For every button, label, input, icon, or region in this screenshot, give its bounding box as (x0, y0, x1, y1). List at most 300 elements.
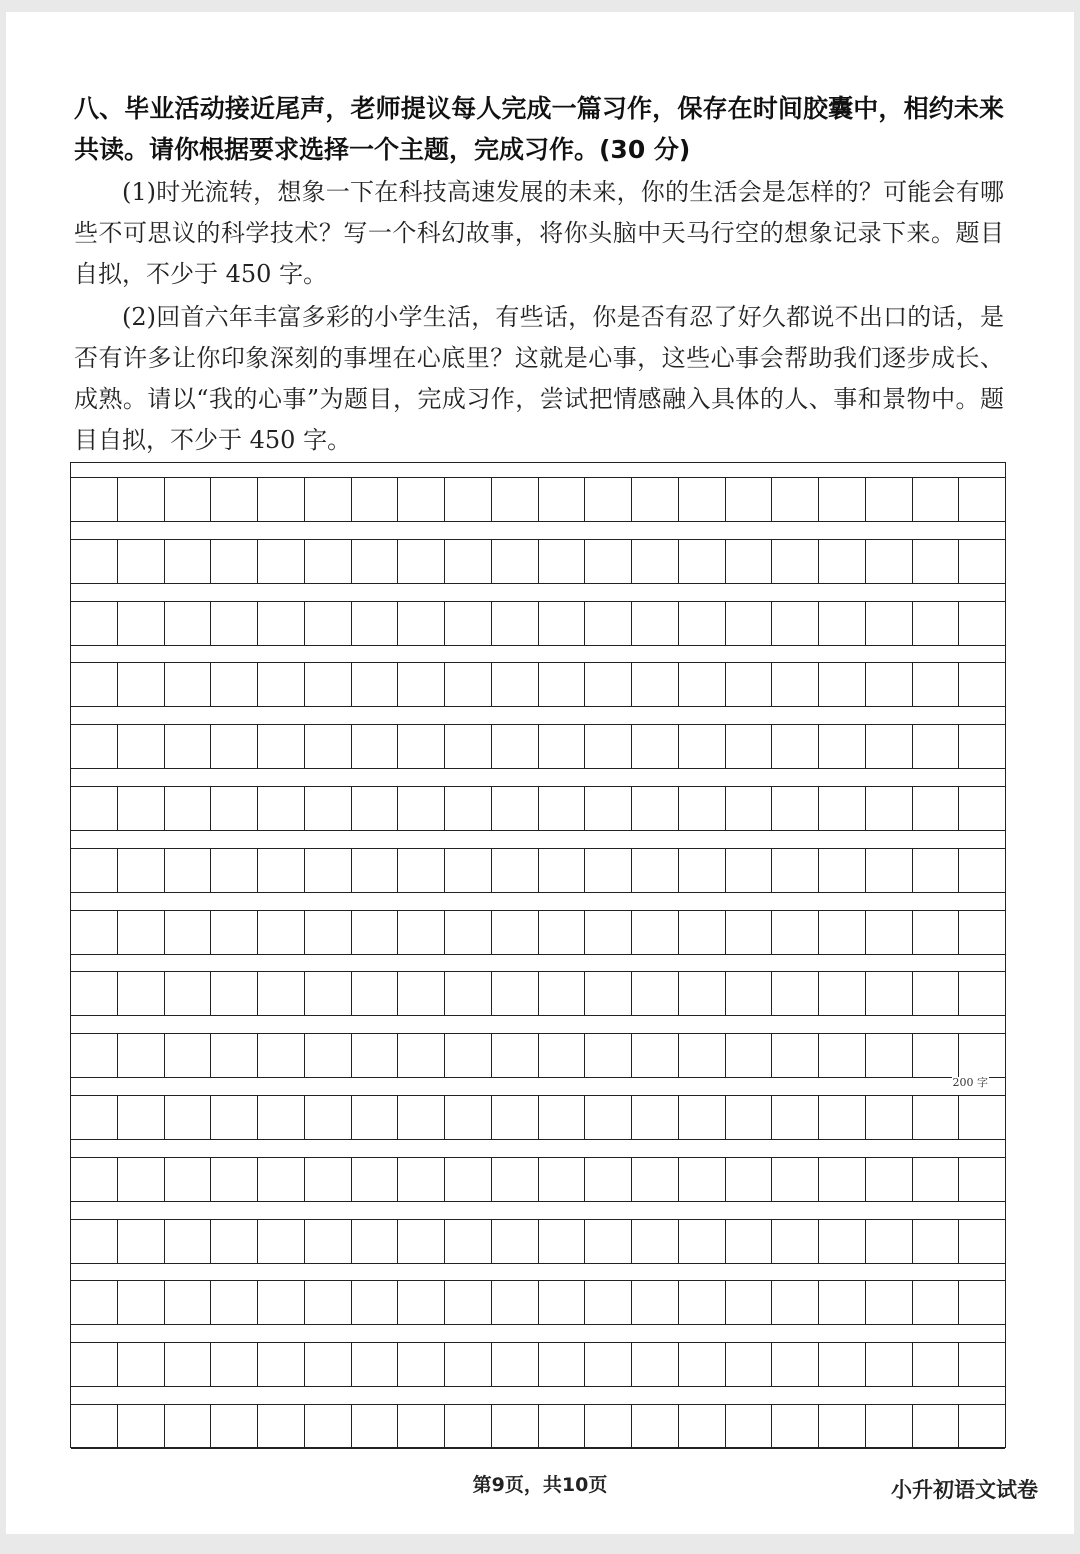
grid-cell[interactable] (71, 540, 118, 583)
grid-cell[interactable] (539, 1158, 586, 1201)
grid-cell[interactable] (632, 1405, 679, 1448)
grid-cell[interactable] (352, 725, 399, 768)
grid-cell[interactable] (492, 478, 539, 521)
grid-cell[interactable] (632, 972, 679, 1015)
grid-cell[interactable] (866, 911, 913, 954)
grid-cell[interactable] (352, 911, 399, 954)
grid-cell[interactable] (211, 1220, 258, 1263)
grid-cell[interactable] (492, 663, 539, 706)
grid-cell[interactable] (772, 725, 819, 768)
grid-cell[interactable] (118, 972, 165, 1015)
grid-cell[interactable] (118, 911, 165, 954)
grid-cell[interactable] (211, 911, 258, 954)
grid-cell[interactable] (866, 725, 913, 768)
grid-cell[interactable] (492, 725, 539, 768)
grid-cell[interactable] (866, 1405, 913, 1448)
grid-cell[interactable] (539, 540, 586, 583)
grid-cell[interactable] (539, 1220, 586, 1263)
grid-cell[interactable] (585, 540, 632, 583)
grid-cell[interactable] (959, 972, 1005, 1015)
grid-cell[interactable] (866, 663, 913, 706)
grid-cell[interactable] (305, 1096, 352, 1139)
grid-cell[interactable] (211, 540, 258, 583)
grid-cell[interactable] (165, 972, 212, 1015)
grid-cell[interactable] (165, 1281, 212, 1324)
grid-cell[interactable] (819, 1281, 866, 1324)
grid-cell[interactable] (726, 911, 773, 954)
grid-cell[interactable] (258, 602, 305, 645)
grid-cell[interactable] (165, 849, 212, 892)
grid-cell[interactable] (726, 602, 773, 645)
grid-cell[interactable] (165, 478, 212, 521)
grid-cell[interactable] (726, 1220, 773, 1263)
grid-cell[interactable] (165, 540, 212, 583)
grid-cell[interactable] (492, 1034, 539, 1077)
grid-cell[interactable] (118, 849, 165, 892)
grid-cell[interactable] (211, 663, 258, 706)
grid-cell[interactable] (866, 972, 913, 1015)
grid-cell[interactable] (726, 478, 773, 521)
grid-cell[interactable] (959, 1220, 1005, 1263)
grid-cell[interactable] (71, 1220, 118, 1263)
grid-cell[interactable] (352, 1096, 399, 1139)
grid-cell[interactable] (819, 540, 866, 583)
grid-cell[interactable] (726, 1343, 773, 1386)
grid-cell[interactable] (352, 1158, 399, 1201)
grid-cell[interactable] (913, 478, 960, 521)
grid-cell[interactable] (772, 1096, 819, 1139)
grid-cell[interactable] (866, 1220, 913, 1263)
grid-cell[interactable] (398, 1220, 445, 1263)
grid-cell[interactable] (352, 1405, 399, 1448)
grid-cell[interactable] (866, 849, 913, 892)
grid-cell[interactable] (445, 1405, 492, 1448)
grid-cell[interactable] (632, 725, 679, 768)
grid-cell[interactable] (772, 1405, 819, 1448)
grid-cell[interactable] (819, 663, 866, 706)
grid-cell[interactable] (772, 1220, 819, 1263)
grid-cell[interactable] (913, 663, 960, 706)
grid-cell[interactable] (398, 1096, 445, 1139)
grid-cell[interactable] (258, 1220, 305, 1263)
grid-cell[interactable] (913, 540, 960, 583)
grid-cell[interactable] (211, 787, 258, 830)
grid-cell[interactable] (492, 1220, 539, 1263)
grid-cell[interactable] (679, 1158, 726, 1201)
grid-cell[interactable] (305, 1220, 352, 1263)
grid-cell[interactable] (352, 787, 399, 830)
grid-cell[interactable] (118, 478, 165, 521)
grid-cell[interactable] (772, 478, 819, 521)
grid-cell[interactable] (118, 1158, 165, 1201)
grid-cell[interactable] (819, 911, 866, 954)
grid-cell[interactable] (71, 1158, 118, 1201)
grid-cell[interactable] (258, 849, 305, 892)
grid-cell[interactable] (71, 1343, 118, 1386)
grid-cell[interactable] (585, 1034, 632, 1077)
grid-cell[interactable] (959, 911, 1005, 954)
grid-cell[interactable] (398, 972, 445, 1015)
grid-cell[interactable] (398, 911, 445, 954)
grid-cell[interactable] (539, 663, 586, 706)
grid-cell[interactable] (585, 972, 632, 1015)
grid-cell[interactable] (305, 1158, 352, 1201)
grid-cell[interactable] (445, 1343, 492, 1386)
grid-cell[interactable] (632, 1220, 679, 1263)
grid-cell[interactable] (445, 1281, 492, 1324)
grid-cell[interactable] (118, 1034, 165, 1077)
grid-cell[interactable] (398, 1405, 445, 1448)
grid-cell[interactable] (585, 1158, 632, 1201)
grid-cell[interactable] (679, 1096, 726, 1139)
grid-cell[interactable] (165, 725, 212, 768)
grid-cell[interactable] (632, 1281, 679, 1324)
grid-cell[interactable] (585, 849, 632, 892)
grid-cell[interactable] (866, 787, 913, 830)
grid-cell[interactable] (866, 540, 913, 583)
grid-cell[interactable] (492, 1343, 539, 1386)
grid-cell[interactable] (959, 540, 1005, 583)
grid-cell[interactable] (679, 849, 726, 892)
grid-cell[interactable] (118, 1281, 165, 1324)
grid-cell[interactable] (398, 602, 445, 645)
grid-cell[interactable] (258, 1281, 305, 1324)
grid-cell[interactable] (305, 1405, 352, 1448)
grid-cell[interactable] (819, 1034, 866, 1077)
grid-cell[interactable] (913, 787, 960, 830)
grid-cell[interactable] (539, 911, 586, 954)
grid-cell[interactable] (772, 787, 819, 830)
grid-cell[interactable] (165, 1158, 212, 1201)
grid-cell[interactable] (819, 1343, 866, 1386)
grid-cell[interactable] (165, 1343, 212, 1386)
grid-cell[interactable] (866, 1343, 913, 1386)
grid-cell[interactable] (866, 1034, 913, 1077)
grid-cell[interactable] (772, 849, 819, 892)
grid-cell[interactable] (539, 1096, 586, 1139)
grid-cell[interactable] (585, 663, 632, 706)
grid-cell[interactable] (492, 1096, 539, 1139)
grid-cell[interactable] (913, 1220, 960, 1263)
grid-cell[interactable] (118, 540, 165, 583)
grid-cell[interactable] (772, 911, 819, 954)
grid-cell[interactable] (772, 1034, 819, 1077)
grid-cell[interactable] (585, 602, 632, 645)
grid-cell[interactable] (959, 1034, 1005, 1077)
grid-cell[interactable] (585, 1096, 632, 1139)
grid-cell[interactable] (211, 1096, 258, 1139)
grid-cell[interactable] (772, 663, 819, 706)
grid-cell[interactable] (585, 1405, 632, 1448)
grid-cell[interactable] (679, 1343, 726, 1386)
grid-cell[interactable] (679, 663, 726, 706)
grid-cell[interactable] (445, 849, 492, 892)
grid-cell[interactable] (398, 478, 445, 521)
grid-cell[interactable] (211, 1158, 258, 1201)
grid-cell[interactable] (959, 602, 1005, 645)
grid-cell[interactable] (258, 1343, 305, 1386)
grid-cell[interactable] (352, 663, 399, 706)
grid-cell[interactable] (632, 478, 679, 521)
grid-cell[interactable] (445, 972, 492, 1015)
grid-cell[interactable] (679, 725, 726, 768)
grid-cell[interactable] (71, 849, 118, 892)
grid-cell[interactable] (258, 725, 305, 768)
grid-cell[interactable] (445, 602, 492, 645)
grid-cell[interactable] (71, 478, 118, 521)
grid-cell[interactable] (165, 911, 212, 954)
grid-cell[interactable] (165, 1034, 212, 1077)
grid-cell[interactable] (118, 1405, 165, 1448)
grid-cell[interactable] (352, 972, 399, 1015)
grid-cell[interactable] (679, 972, 726, 1015)
grid-cell[interactable] (445, 663, 492, 706)
grid-cell[interactable] (445, 478, 492, 521)
grid-cell[interactable] (118, 1220, 165, 1263)
grid-cell[interactable] (772, 1281, 819, 1324)
grid-cell[interactable] (492, 1405, 539, 1448)
grid-cell[interactable] (445, 1220, 492, 1263)
grid-cell[interactable] (726, 1034, 773, 1077)
grid-cell[interactable] (959, 849, 1005, 892)
grid-cell[interactable] (305, 725, 352, 768)
grid-cell[interactable] (492, 540, 539, 583)
grid-cell[interactable] (305, 911, 352, 954)
grid-cell[interactable] (819, 1405, 866, 1448)
grid-cell[interactable] (258, 1034, 305, 1077)
grid-cell[interactable] (492, 849, 539, 892)
grid-cell[interactable] (305, 787, 352, 830)
grid-cell[interactable] (258, 1158, 305, 1201)
grid-cell[interactable] (585, 1281, 632, 1324)
grid-cell[interactable] (211, 725, 258, 768)
grid-cell[interactable] (585, 1220, 632, 1263)
grid-cell[interactable] (913, 1343, 960, 1386)
grid-cell[interactable] (632, 1158, 679, 1201)
grid-cell[interactable] (679, 1220, 726, 1263)
grid-cell[interactable] (632, 787, 679, 830)
grid-cell[interactable] (492, 1281, 539, 1324)
grid-cell[interactable] (866, 1158, 913, 1201)
grid-cell[interactable] (305, 663, 352, 706)
grid-cell[interactable] (913, 1158, 960, 1201)
grid-cell[interactable] (71, 1405, 118, 1448)
grid-cell[interactable] (959, 478, 1005, 521)
grid-cell[interactable] (118, 787, 165, 830)
grid-cell[interactable] (211, 849, 258, 892)
grid-cell[interactable] (165, 602, 212, 645)
grid-cell[interactable] (71, 1281, 118, 1324)
grid-cell[interactable] (726, 972, 773, 1015)
grid-cell[interactable] (913, 1034, 960, 1077)
grid-cell[interactable] (398, 1343, 445, 1386)
grid-cell[interactable] (492, 602, 539, 645)
grid-cell[interactable] (819, 725, 866, 768)
grid-cell[interactable] (726, 1405, 773, 1448)
grid-cell[interactable] (71, 972, 118, 1015)
grid-cell[interactable] (679, 1281, 726, 1324)
grid-cell[interactable] (632, 1096, 679, 1139)
grid-cell[interactable] (352, 540, 399, 583)
grid-cell[interactable] (398, 663, 445, 706)
grid-cell[interactable] (726, 849, 773, 892)
grid-cell[interactable] (772, 972, 819, 1015)
grid-cell[interactable] (726, 1158, 773, 1201)
grid-cell[interactable] (398, 725, 445, 768)
grid-cell[interactable] (305, 540, 352, 583)
grid-cell[interactable] (492, 911, 539, 954)
grid-cell[interactable] (866, 478, 913, 521)
grid-cell[interactable] (398, 1281, 445, 1324)
grid-cell[interactable] (211, 972, 258, 1015)
grid-cell[interactable] (866, 1096, 913, 1139)
grid-cell[interactable] (305, 1343, 352, 1386)
grid-cell[interactable] (305, 1034, 352, 1077)
grid-cell[interactable] (772, 540, 819, 583)
grid-cell[interactable] (726, 725, 773, 768)
grid-cell[interactable] (585, 478, 632, 521)
grid-cell[interactable] (539, 787, 586, 830)
grid-cell[interactable] (71, 602, 118, 645)
grid-cell[interactable] (352, 1034, 399, 1077)
grid-cell[interactable] (492, 787, 539, 830)
grid-cell[interactable] (726, 1281, 773, 1324)
grid-cell[interactable] (539, 1343, 586, 1386)
grid-cell[interactable] (165, 1405, 212, 1448)
grid-cell[interactable] (679, 787, 726, 830)
grid-cell[interactable] (71, 1096, 118, 1139)
grid-cell[interactable] (632, 1343, 679, 1386)
grid-cell[interactable] (959, 1158, 1005, 1201)
grid-cell[interactable] (258, 972, 305, 1015)
grid-cell[interactable] (211, 478, 258, 521)
grid-cell[interactable] (211, 1281, 258, 1324)
grid-cell[interactable] (258, 1405, 305, 1448)
grid-cell[interactable] (632, 540, 679, 583)
grid-cell[interactable] (118, 663, 165, 706)
grid-cell[interactable] (959, 725, 1005, 768)
grid-cell[interactable] (71, 787, 118, 830)
grid-cell[interactable] (492, 972, 539, 1015)
grid-cell[interactable] (71, 1034, 118, 1077)
grid-cell[interactable] (211, 1405, 258, 1448)
grid-cell[interactable] (258, 478, 305, 521)
grid-cell[interactable] (539, 602, 586, 645)
grid-cell[interactable] (913, 1096, 960, 1139)
grid-cell[interactable] (679, 1034, 726, 1077)
grid-cell[interactable] (258, 787, 305, 830)
grid-cell[interactable] (539, 478, 586, 521)
grid-cell[interactable] (913, 972, 960, 1015)
grid-cell[interactable] (305, 478, 352, 521)
grid-cell[interactable] (258, 540, 305, 583)
grid-cell[interactable] (913, 849, 960, 892)
grid-cell[interactable] (118, 725, 165, 768)
grid-cell[interactable] (352, 602, 399, 645)
grid-cell[interactable] (352, 478, 399, 521)
grid-cell[interactable] (632, 602, 679, 645)
grid-cell[interactable] (71, 725, 118, 768)
grid-cell[interactable] (913, 1281, 960, 1324)
grid-cell[interactable] (445, 787, 492, 830)
grid-cell[interactable] (118, 602, 165, 645)
grid-cell[interactable] (445, 540, 492, 583)
grid-cell[interactable] (398, 1034, 445, 1077)
grid-cell[interactable] (959, 1405, 1005, 1448)
grid-cell[interactable] (819, 478, 866, 521)
grid-cell[interactable] (679, 478, 726, 521)
grid-cell[interactable] (398, 1158, 445, 1201)
grid-cell[interactable] (445, 1034, 492, 1077)
grid-cell[interactable] (726, 787, 773, 830)
grid-cell[interactable] (118, 1343, 165, 1386)
grid-cell[interactable] (258, 1096, 305, 1139)
grid-cell[interactable] (305, 849, 352, 892)
grid-cell[interactable] (71, 911, 118, 954)
grid-cell[interactable] (211, 1034, 258, 1077)
grid-cell[interactable] (819, 972, 866, 1015)
grid-cell[interactable] (211, 1343, 258, 1386)
grid-cell[interactable] (959, 1096, 1005, 1139)
grid-cell[interactable] (959, 787, 1005, 830)
grid-cell[interactable] (959, 1281, 1005, 1324)
grid-cell[interactable] (165, 1096, 212, 1139)
grid-cell[interactable] (726, 1096, 773, 1139)
grid-cell[interactable] (913, 725, 960, 768)
grid-cell[interactable] (772, 1158, 819, 1201)
grid-cell[interactable] (772, 1343, 819, 1386)
grid-cell[interactable] (352, 849, 399, 892)
grid-cell[interactable] (819, 1096, 866, 1139)
grid-cell[interactable] (352, 1220, 399, 1263)
grid-cell[interactable] (819, 602, 866, 645)
grid-cell[interactable] (866, 602, 913, 645)
grid-cell[interactable] (632, 1034, 679, 1077)
grid-cell[interactable] (866, 1281, 913, 1324)
grid-cell[interactable] (819, 1158, 866, 1201)
grid-cell[interactable] (165, 663, 212, 706)
grid-cell[interactable] (819, 787, 866, 830)
grid-cell[interactable] (539, 972, 586, 1015)
grid-cell[interactable] (819, 849, 866, 892)
grid-cell[interactable] (258, 663, 305, 706)
grid-cell[interactable] (539, 1405, 586, 1448)
grid-cell[interactable] (679, 1405, 726, 1448)
grid-cell[interactable] (959, 1343, 1005, 1386)
grid-cell[interactable] (71, 663, 118, 706)
grid-cell[interactable] (445, 1158, 492, 1201)
grid-cell[interactable] (165, 1220, 212, 1263)
grid-cell[interactable] (679, 602, 726, 645)
grid-cell[interactable] (398, 849, 445, 892)
grid-cell[interactable] (585, 911, 632, 954)
grid-cell[interactable] (352, 1343, 399, 1386)
grid-cell[interactable] (959, 663, 1005, 706)
grid-cell[interactable] (679, 540, 726, 583)
grid-cell[interactable] (585, 787, 632, 830)
grid-cell[interactable] (211, 602, 258, 645)
grid-cell[interactable] (305, 602, 352, 645)
grid-cell[interactable] (352, 1281, 399, 1324)
grid-cell[interactable] (165, 787, 212, 830)
grid-cell[interactable] (913, 1405, 960, 1448)
grid-cell[interactable] (398, 787, 445, 830)
grid-cell[interactable] (539, 725, 586, 768)
grid-cell[interactable] (585, 1343, 632, 1386)
grid-cell[interactable] (585, 725, 632, 768)
grid-cell[interactable] (118, 1096, 165, 1139)
grid-cell[interactable] (305, 1281, 352, 1324)
